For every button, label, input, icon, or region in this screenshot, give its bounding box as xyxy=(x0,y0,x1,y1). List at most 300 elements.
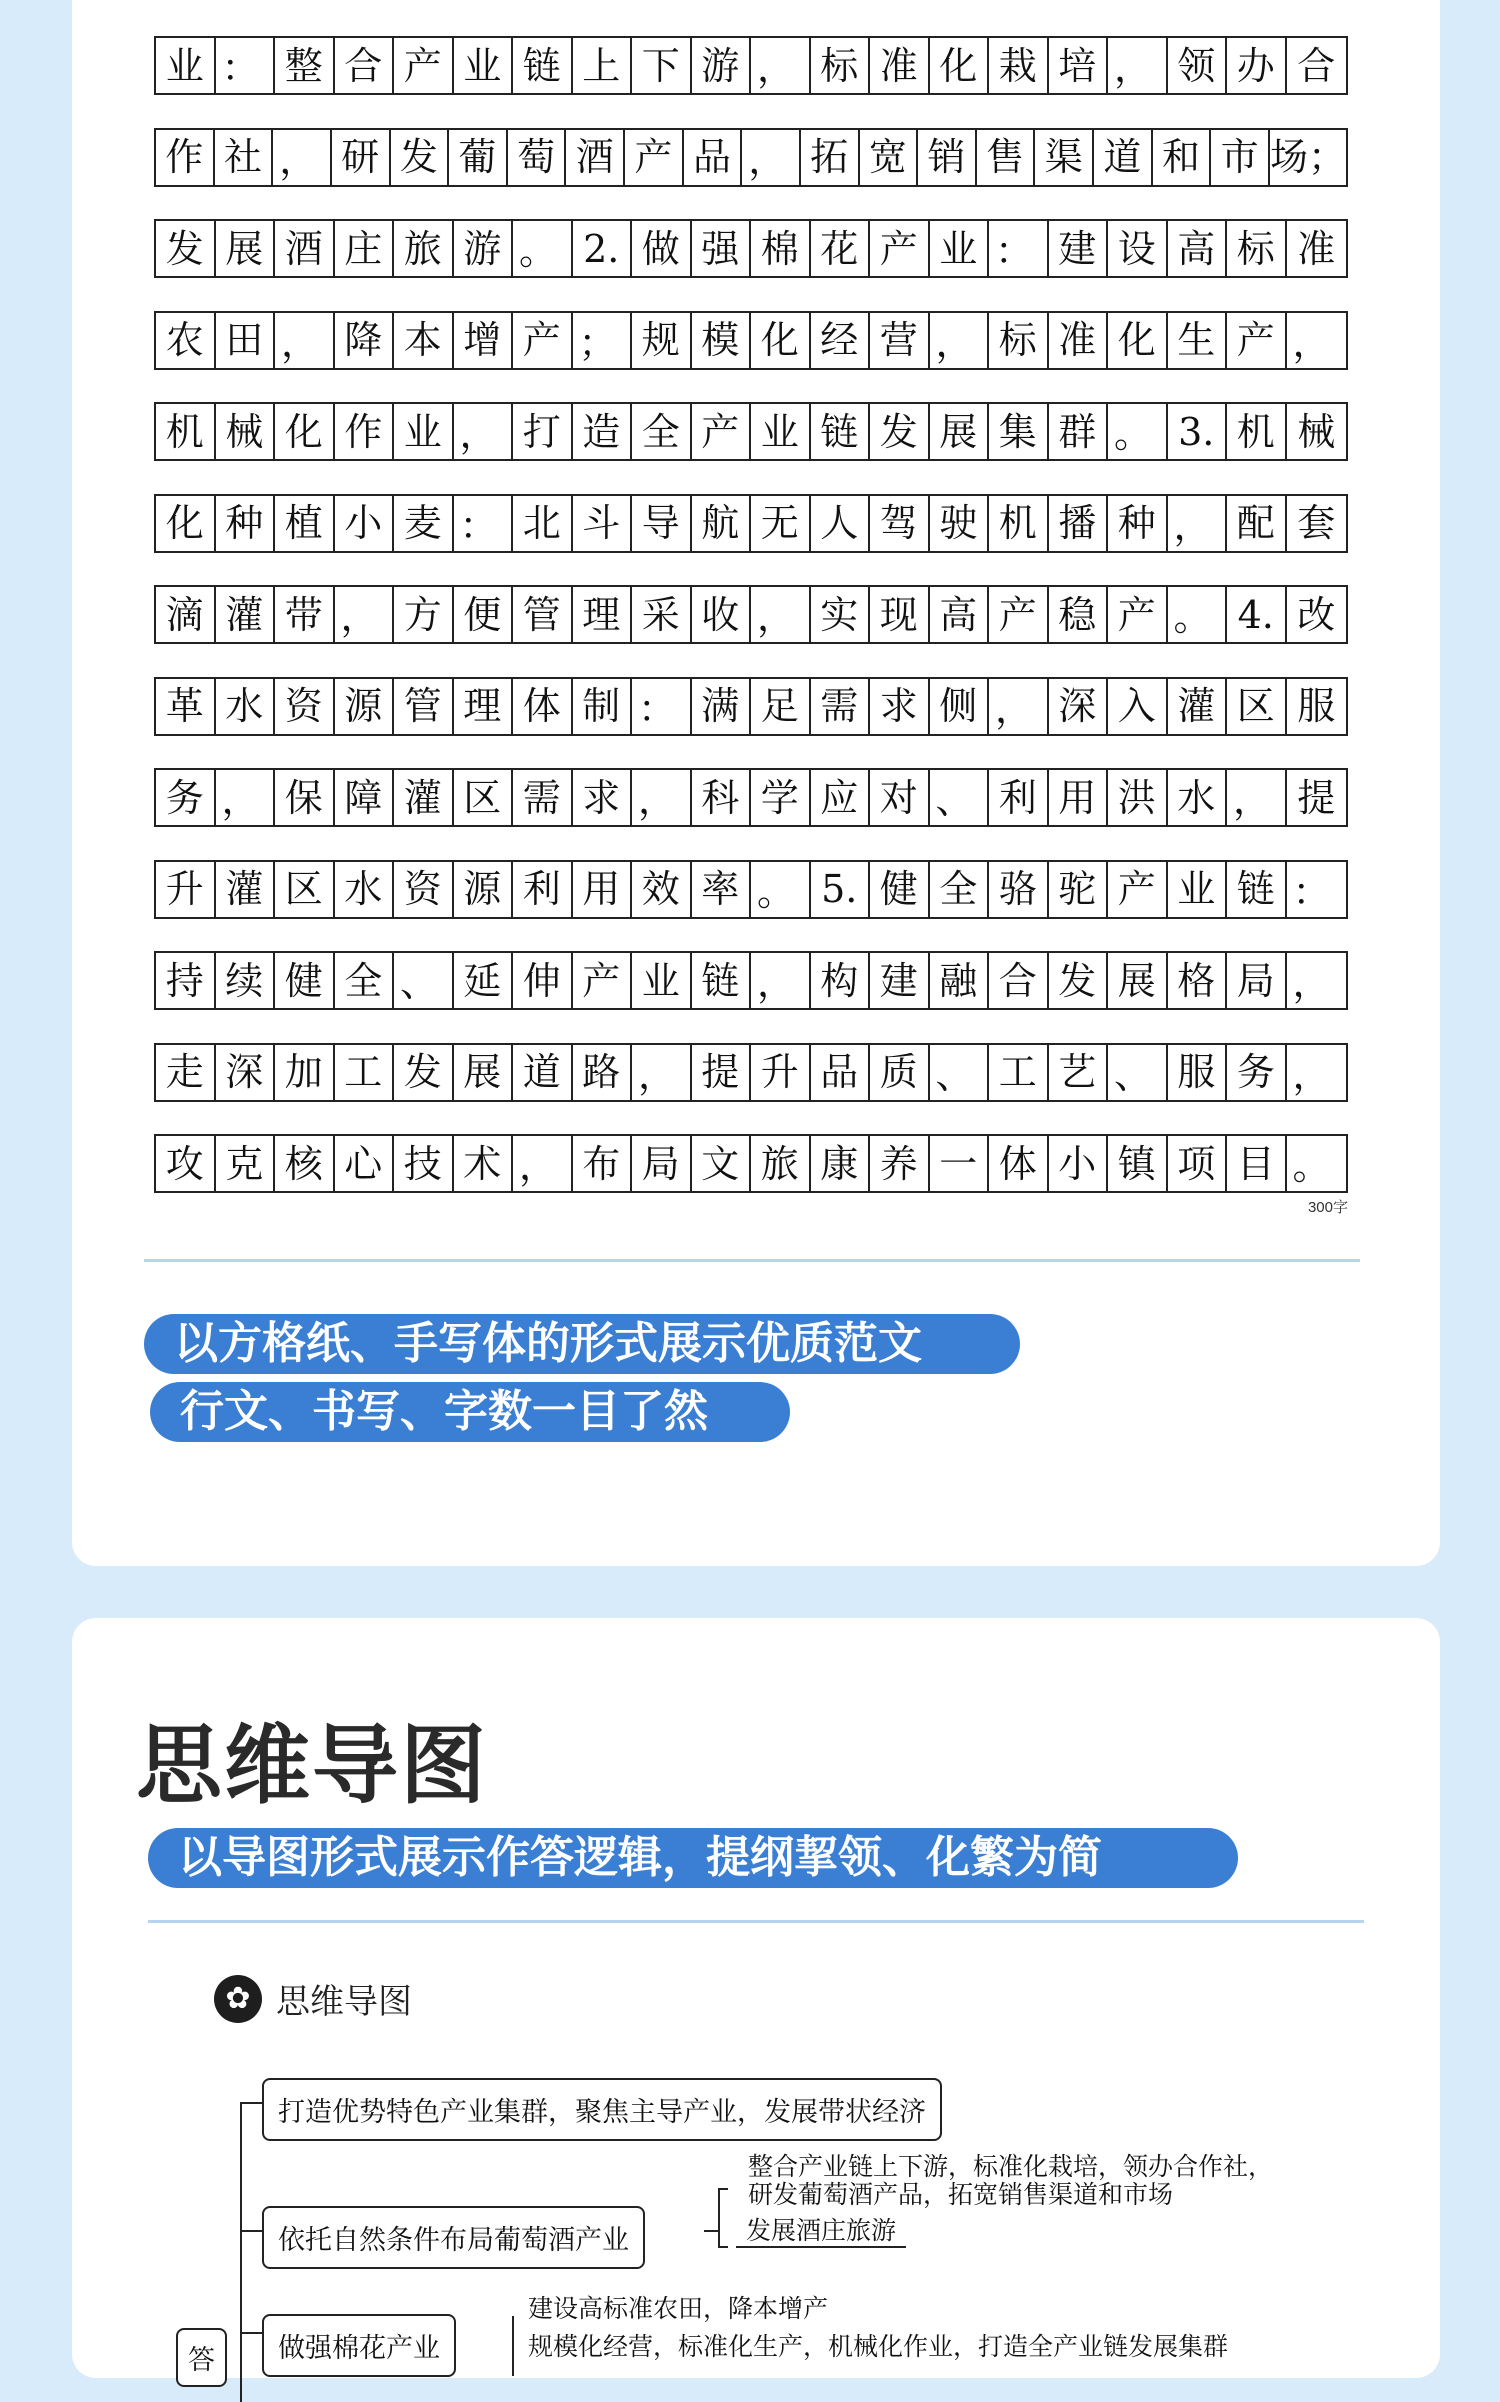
grid-cell: 游 xyxy=(692,38,752,93)
grid-cell: 游 xyxy=(454,221,514,276)
grid-cell: ， xyxy=(632,1045,692,1100)
grid-cell: 4. xyxy=(1227,587,1287,642)
grid-cell: 障 xyxy=(335,770,395,825)
grid-cell: 准 xyxy=(1297,226,1336,271)
grid-cell: 导 xyxy=(632,496,692,551)
grid-row xyxy=(154,860,1348,919)
branch-2-sub-trunk xyxy=(718,2188,720,2248)
grid-cell: 项 xyxy=(1168,1136,1228,1191)
grid-cell: 高 xyxy=(1168,221,1228,276)
grid-cell: 拓 xyxy=(801,130,860,185)
grid-cell: 小 xyxy=(1049,1136,1109,1191)
grid-cell: 酒 xyxy=(275,221,335,276)
grid-cell: 需 xyxy=(811,679,871,734)
grid-cell: 构 xyxy=(811,953,871,1008)
grid-cell: 驾 xyxy=(870,496,930,551)
grid-cell: 走 xyxy=(156,1045,216,1100)
grid-cell: 做 xyxy=(632,221,692,276)
grid-cell: 增 xyxy=(454,313,514,368)
grid-cell: 棉 xyxy=(751,221,811,276)
section-title: 思维导图 xyxy=(136,1718,488,1814)
branch-1-connector xyxy=(240,2102,262,2104)
grid-cell: 效 xyxy=(632,862,692,917)
grid-cell: 发 xyxy=(391,130,450,185)
grid-cell: 区 xyxy=(1227,679,1287,734)
grid-cell: 套 xyxy=(1297,501,1336,545)
grid-cell: 产 xyxy=(513,313,573,368)
grid-cell: 务 xyxy=(156,770,216,825)
grid-cell: 工 xyxy=(989,1045,1049,1100)
grid-cell: ： xyxy=(1292,869,1331,914)
grid-cell: 核 xyxy=(275,1136,335,1191)
grid-cell: 展 xyxy=(216,221,276,276)
grid-cell: 。 xyxy=(513,221,573,276)
grid-cell: 入 xyxy=(1108,679,1168,734)
grid-cell: ， xyxy=(513,1136,573,1191)
grid-cell: 驶 xyxy=(930,496,990,551)
mind-map-trunk-line xyxy=(240,2102,242,2402)
mind-map-branch-2: 依托自然条件布局葡萄酒产业 xyxy=(262,2206,645,2269)
grid-cell: 目 xyxy=(1227,1136,1287,1191)
grid-row xyxy=(154,585,1348,644)
branch-2-connector xyxy=(240,2230,262,2232)
grid-cell: 作 xyxy=(156,130,215,185)
grid-cell: 航 xyxy=(692,496,752,551)
grid-cell: 水 xyxy=(335,862,395,917)
grid-cell: 化 xyxy=(275,404,335,459)
grid-cell: 领 xyxy=(1168,38,1228,93)
grid-cell: 合 xyxy=(335,38,395,93)
grid-cell: 3. xyxy=(1168,404,1228,459)
grid-cell: ， xyxy=(1292,1052,1331,1097)
grid-cell: 产 xyxy=(394,38,454,93)
grid-cell: 建 xyxy=(1049,221,1109,276)
grid-row xyxy=(154,36,1348,95)
grid-cell: 率 xyxy=(692,862,752,917)
grid-cell: 术 xyxy=(454,1136,514,1191)
grid-cell: ， xyxy=(989,679,1049,734)
flower-badge-icon: ✿ xyxy=(214,1975,262,2023)
grid-cell: 源 xyxy=(454,862,514,917)
grid-cell: 植 xyxy=(275,496,335,551)
branch-3-connector xyxy=(240,2332,262,2334)
grid-cell: 全 xyxy=(930,862,990,917)
grid-cell: 镇 xyxy=(1108,1136,1168,1191)
grid-cell: 学 xyxy=(751,770,811,825)
grid-cell: 艺 xyxy=(1049,1045,1109,1100)
grid-cell: 升 xyxy=(751,1045,811,1100)
grid-cell: 配 xyxy=(1227,496,1287,551)
grid-cell: 下 xyxy=(632,38,692,93)
grid-cell: 服 xyxy=(1297,684,1336,728)
grid-cell: 灌 xyxy=(394,770,454,825)
grid-cell: 区 xyxy=(275,862,335,917)
grid-cell: 灌 xyxy=(216,587,276,642)
grid-cell: 局 xyxy=(632,1136,692,1191)
grid-cell: 融 xyxy=(930,953,990,1008)
grid-cell: 机 xyxy=(156,404,216,459)
grid-cell: 区 xyxy=(454,770,514,825)
grid-cell: 业 xyxy=(751,404,811,459)
grid-cell: 利 xyxy=(989,770,1049,825)
grid-cell: 模 xyxy=(692,313,752,368)
word-count-label: 300字 xyxy=(1307,1199,1348,1216)
grid-cell: 2. xyxy=(573,221,633,276)
grid-cell: 侧 xyxy=(930,679,990,734)
grid-cell: 田 xyxy=(216,313,276,368)
grid-cell: 准 xyxy=(1049,313,1109,368)
grid-cell: 业 xyxy=(156,38,216,93)
grid-cell: 业 xyxy=(1168,862,1228,917)
grid-cell: 灌 xyxy=(1168,679,1228,734)
grid-cell: 产 xyxy=(625,130,684,185)
grid-cell: 品 xyxy=(811,1045,871,1100)
grid-cell: 产 xyxy=(1227,313,1287,368)
grid-cell: 栽 xyxy=(989,38,1049,93)
grid-cell: 链 xyxy=(811,404,871,459)
grid-cell: 合 xyxy=(1297,43,1336,88)
grid-row xyxy=(154,128,1348,187)
grid-cell: 驼 xyxy=(1049,862,1109,917)
grid-cell: 品 xyxy=(684,130,743,185)
grid-cell: 播 xyxy=(1049,496,1109,551)
grid-cell: 利 xyxy=(513,862,573,917)
grid-cell: 农 xyxy=(156,313,216,368)
grid-cell: 用 xyxy=(1049,770,1109,825)
grid-cell: 萄 xyxy=(508,130,567,185)
grid-cell: 康 xyxy=(811,1136,871,1191)
grid-cell: 水 xyxy=(1168,770,1228,825)
grid-cell: ： xyxy=(632,679,692,734)
mind-map-branch-3-detail-1: 建设高标准农田，降本增产 xyxy=(528,2294,829,2323)
tagline-pill-2: 行文、书写、字数一目了然 xyxy=(150,1382,790,1442)
grid-cell: ： xyxy=(216,38,276,93)
grid-cell: 需 xyxy=(513,770,573,825)
grid-cell: 稳 xyxy=(1049,587,1109,642)
grid-cell: 求 xyxy=(870,679,930,734)
grid-cell: 灌 xyxy=(216,862,276,917)
grid-cell: 深 xyxy=(1049,679,1109,734)
grid-cell: 发 xyxy=(156,221,216,276)
grid-cell: 打 xyxy=(513,404,573,459)
grid-cell: 宽 xyxy=(860,130,919,185)
grid-cell: 提 xyxy=(1297,775,1336,820)
grid-cell: ， xyxy=(1292,961,1331,1005)
grid-cell: 道 xyxy=(513,1045,573,1100)
grid-cell: ： xyxy=(454,496,514,551)
grid-cell: ， xyxy=(1292,320,1331,365)
grid-cell: 产 xyxy=(573,953,633,1008)
grid-cell: 格 xyxy=(1168,953,1228,1008)
grid-cell: 科 xyxy=(692,770,752,825)
mind-map-tagline-pill: 以导图形式展示作答逻辑，提纲挈领、化繁为简 xyxy=(148,1828,1238,1888)
grid-row xyxy=(154,1134,1348,1193)
branch-2-sub-connector xyxy=(704,2230,718,2232)
grid-cell: 资 xyxy=(275,679,335,734)
grid-cell: 全 xyxy=(335,953,395,1008)
grid-cell: ， xyxy=(454,404,514,459)
grid-cell: 理 xyxy=(573,587,633,642)
grid-cell: 标 xyxy=(989,313,1049,368)
branch-3-sub-trunk xyxy=(512,2316,514,2376)
grid-row xyxy=(154,768,1348,827)
grid-cell: 北 xyxy=(513,496,573,551)
grid-cell: 健 xyxy=(275,953,335,1008)
section-divider xyxy=(144,1259,1360,1262)
grid-cell: 。 xyxy=(751,862,811,917)
grid-row xyxy=(154,677,1348,736)
grid-cell: 布 xyxy=(573,1136,633,1191)
mind-map-header xyxy=(214,1974,412,2023)
grid-cell: 展 xyxy=(454,1045,514,1100)
grid-cell: ， xyxy=(751,953,811,1008)
grid-cell: 对 xyxy=(870,770,930,825)
grid-cell: 局 xyxy=(1227,953,1287,1008)
grid-cell: 化 xyxy=(930,38,990,93)
grid-cell: 管 xyxy=(394,679,454,734)
mind-map-branch-1: 打造优势特色产业集群，聚焦主导产业，发展带状经济 xyxy=(262,2078,942,2141)
grid-cell: 。 xyxy=(1108,404,1168,459)
grid-cell: 5. xyxy=(811,862,871,917)
grid-cell: 一 xyxy=(930,1136,990,1191)
grid-cell: 生 xyxy=(1168,313,1228,368)
grid-cell: 标 xyxy=(811,38,871,93)
grid-cell: 高 xyxy=(930,587,990,642)
grid-cell: 渠 xyxy=(1035,130,1094,185)
grid-cell: 产 xyxy=(1108,587,1168,642)
grid-cell: 整 xyxy=(275,38,335,93)
grid-row xyxy=(154,311,1348,370)
grid-cell: 小 xyxy=(335,496,395,551)
grid-cell: 设 xyxy=(1108,221,1168,276)
grid-cell: ， xyxy=(632,770,692,825)
grid-cell: 改 xyxy=(1297,592,1336,637)
grid-cell: 准 xyxy=(870,38,930,93)
grid-cell: ， xyxy=(216,770,276,825)
mind-map-header-label: 思维导图 xyxy=(276,1983,412,2021)
grid-cell: 水 xyxy=(216,679,276,734)
grid-cell: 加 xyxy=(275,1045,335,1100)
grid-cell: 。 xyxy=(1292,1144,1331,1188)
grid-cell: 销 xyxy=(918,130,977,185)
grid-row xyxy=(154,1043,1348,1102)
grid-cell: 现 xyxy=(870,587,930,642)
grid-cell: 采 xyxy=(632,587,692,642)
grid-cell: 洪 xyxy=(1108,770,1168,825)
grid-cell: 方 xyxy=(394,587,454,642)
mind-map-branch-2-detail-line-2: 研发葡萄酒产品，拓宽销售渠道和市场 xyxy=(748,2180,1174,2209)
grid-cell: 发 xyxy=(394,1045,454,1100)
grid-cell: 、 xyxy=(930,770,990,825)
grid-cell: 源 xyxy=(335,679,395,734)
grid-cell: 工 xyxy=(335,1045,395,1100)
grid-cell: 质 xyxy=(870,1045,930,1100)
grid-cell: 发 xyxy=(870,404,930,459)
grid-cell: 上 xyxy=(573,38,633,93)
grid-cell: ， xyxy=(275,313,335,368)
grid-cell: 展 xyxy=(1108,953,1168,1008)
grid-cell: 道 xyxy=(1094,130,1153,185)
grid-cell: 、 xyxy=(394,953,454,1008)
grid-cell: 种 xyxy=(216,496,276,551)
grid-cell: 满 xyxy=(692,679,752,734)
mind-map-branch-3-detail-2: 规模化经营，标准化生产，机械化作业，打造全产业链发展集群 xyxy=(528,2332,1229,2361)
grid-cell: ； xyxy=(573,313,633,368)
grid-cell: 发 xyxy=(1049,953,1109,1008)
mind-map-branch-2-detail-line-1: 整合产业链上下游，标准化栽培，领办合作社， xyxy=(748,2152,1274,2181)
grid-cell: 麦 xyxy=(394,496,454,551)
grid-cell: 链 xyxy=(513,38,573,93)
grid-cell: 技 xyxy=(394,1136,454,1191)
grid-cell: 营 xyxy=(870,313,930,368)
grid-cell: 械 xyxy=(216,404,276,459)
grid-cell: 场； xyxy=(1269,135,1346,179)
grid-cell: 业 xyxy=(632,953,692,1008)
grid-cell: 种 xyxy=(1108,496,1168,551)
grid-cell: 机 xyxy=(989,496,1049,551)
grid-cell: 合 xyxy=(989,953,1049,1008)
grid-cell: 庄 xyxy=(335,221,395,276)
grid-cell: 经 xyxy=(811,313,871,368)
grid-cell: 降 xyxy=(335,313,395,368)
grid-cell: 集 xyxy=(989,404,1049,459)
grid-cell: 实 xyxy=(811,587,871,642)
grid-cell: 群 xyxy=(1049,404,1109,459)
grid-cell: 持 xyxy=(156,953,216,1008)
grid-cell: 体 xyxy=(989,1136,1049,1191)
section-divider xyxy=(148,1920,1364,1923)
grid-cell: 产 xyxy=(692,404,752,459)
grid-cell: 培 xyxy=(1049,38,1109,93)
grid-cell: 延 xyxy=(454,953,514,1008)
grid-cell: 建 xyxy=(870,953,930,1008)
grid-cell: ， xyxy=(930,313,990,368)
grid-cell: 规 xyxy=(632,313,692,368)
grid-cell: 产 xyxy=(989,587,1049,642)
grid-cell: 化 xyxy=(1108,313,1168,368)
grid-cell: 服 xyxy=(1168,1045,1228,1100)
mind-map-branch-2-detail-2: 发展酒庄旅游 xyxy=(736,2216,906,2248)
grid-cell: ， xyxy=(751,38,811,93)
grid-cell: 体 xyxy=(513,679,573,734)
grid-cell: 足 xyxy=(751,679,811,734)
grid-cell: ， xyxy=(273,130,332,185)
grid-cell: 克 xyxy=(216,1136,276,1191)
grid-cell: 斗 xyxy=(573,496,633,551)
grid-cell: 心 xyxy=(335,1136,395,1191)
grid-cell: ， xyxy=(1168,496,1228,551)
grid-cell: 制 xyxy=(573,679,633,734)
grid-cell: 文 xyxy=(692,1136,752,1191)
grid-cell: 全 xyxy=(632,404,692,459)
grid-cell: 本 xyxy=(394,313,454,368)
grid-cell: 保 xyxy=(275,770,335,825)
grid-cell: 、 xyxy=(930,1045,990,1100)
grid-cell: 链 xyxy=(1227,862,1287,917)
grid-cell: 滴 xyxy=(156,587,216,642)
grid-cell: 机 xyxy=(1227,404,1287,459)
grid-cell: 资 xyxy=(394,862,454,917)
grid-cell: 旅 xyxy=(394,221,454,276)
grid-cell: 续 xyxy=(216,953,276,1008)
grid-cell: 研 xyxy=(332,130,391,185)
grid-cell: 求 xyxy=(573,770,633,825)
grid-cell: 攻 xyxy=(156,1136,216,1191)
grid-cell: 便 xyxy=(454,587,514,642)
grid-cell: 办 xyxy=(1227,38,1287,93)
grid-cell: 产 xyxy=(870,221,930,276)
grid-cell: 花 xyxy=(811,221,871,276)
grid-row xyxy=(154,219,1348,278)
grid-cell: ， xyxy=(1108,38,1168,93)
grid-cell: ， xyxy=(751,587,811,642)
mind-map-root: 答 xyxy=(176,2328,227,2387)
grid-cell: 强 xyxy=(692,221,752,276)
mind-map-branch-3: 做强棉花产业 xyxy=(262,2314,456,2377)
grid-cell: 深 xyxy=(216,1045,276,1100)
grid-cell: 业 xyxy=(454,38,514,93)
grid-cell: 路 xyxy=(573,1045,633,1100)
grid-cell: 、 xyxy=(1108,1045,1168,1100)
grid-cell: 无 xyxy=(751,496,811,551)
grid-cell: 应 xyxy=(811,770,871,825)
grid-cell: 革 xyxy=(156,679,216,734)
grid-cell: 业 xyxy=(394,404,454,459)
grid-cell: 标 xyxy=(1227,221,1287,276)
grid-cell: 葡 xyxy=(449,130,508,185)
grid-cell: ， xyxy=(742,130,801,185)
grid-cell: 化 xyxy=(156,496,216,551)
grid-cell: 展 xyxy=(930,404,990,459)
branch-2-sub-1-connector xyxy=(718,2188,728,2190)
grid-cell: 械 xyxy=(1297,409,1336,454)
grid-row xyxy=(154,494,1348,553)
grid-cell: ， xyxy=(335,587,395,642)
branch-2-sub-2-connector xyxy=(718,2246,728,2248)
grid-cell: 理 xyxy=(454,679,514,734)
grid-cell: 造 xyxy=(573,404,633,459)
grid-cell: 健 xyxy=(870,862,930,917)
grid-cell: 旅 xyxy=(751,1136,811,1191)
grid-cell: 人 xyxy=(811,496,871,551)
grid-cell: 和 xyxy=(1153,130,1212,185)
grid-row xyxy=(154,951,1348,1010)
grid-cell: 务 xyxy=(1227,1045,1287,1100)
grid-cell: 酒 xyxy=(566,130,625,185)
grid-cell: 带 xyxy=(275,587,335,642)
grid-cell: 。 xyxy=(1168,587,1228,642)
tagline-pill-1: 以方格纸、手写体的形式展示优质范文 xyxy=(144,1314,1020,1374)
grid-cell: 用 xyxy=(573,862,633,917)
grid-cell: 产 xyxy=(1108,862,1168,917)
grid-cell: 市 xyxy=(1211,130,1270,185)
grid-cell: 收 xyxy=(692,587,752,642)
grid-cell: ， xyxy=(1227,770,1287,825)
grid-cell: 社 xyxy=(215,130,274,185)
grid-cell: 售 xyxy=(977,130,1036,185)
grid-cell: 链 xyxy=(692,953,752,1008)
essay-card xyxy=(72,0,1440,1566)
grid-cell: ： xyxy=(989,221,1049,276)
grid-cell: 升 xyxy=(156,862,216,917)
grid-cell: 化 xyxy=(751,313,811,368)
grid-cell: 提 xyxy=(692,1045,752,1100)
grid-cell: 养 xyxy=(870,1136,930,1191)
grid-row xyxy=(154,402,1348,461)
mind-map-card xyxy=(72,1618,1440,2378)
grid-cell: 伸 xyxy=(513,953,573,1008)
grid-cell: 作 xyxy=(335,404,395,459)
